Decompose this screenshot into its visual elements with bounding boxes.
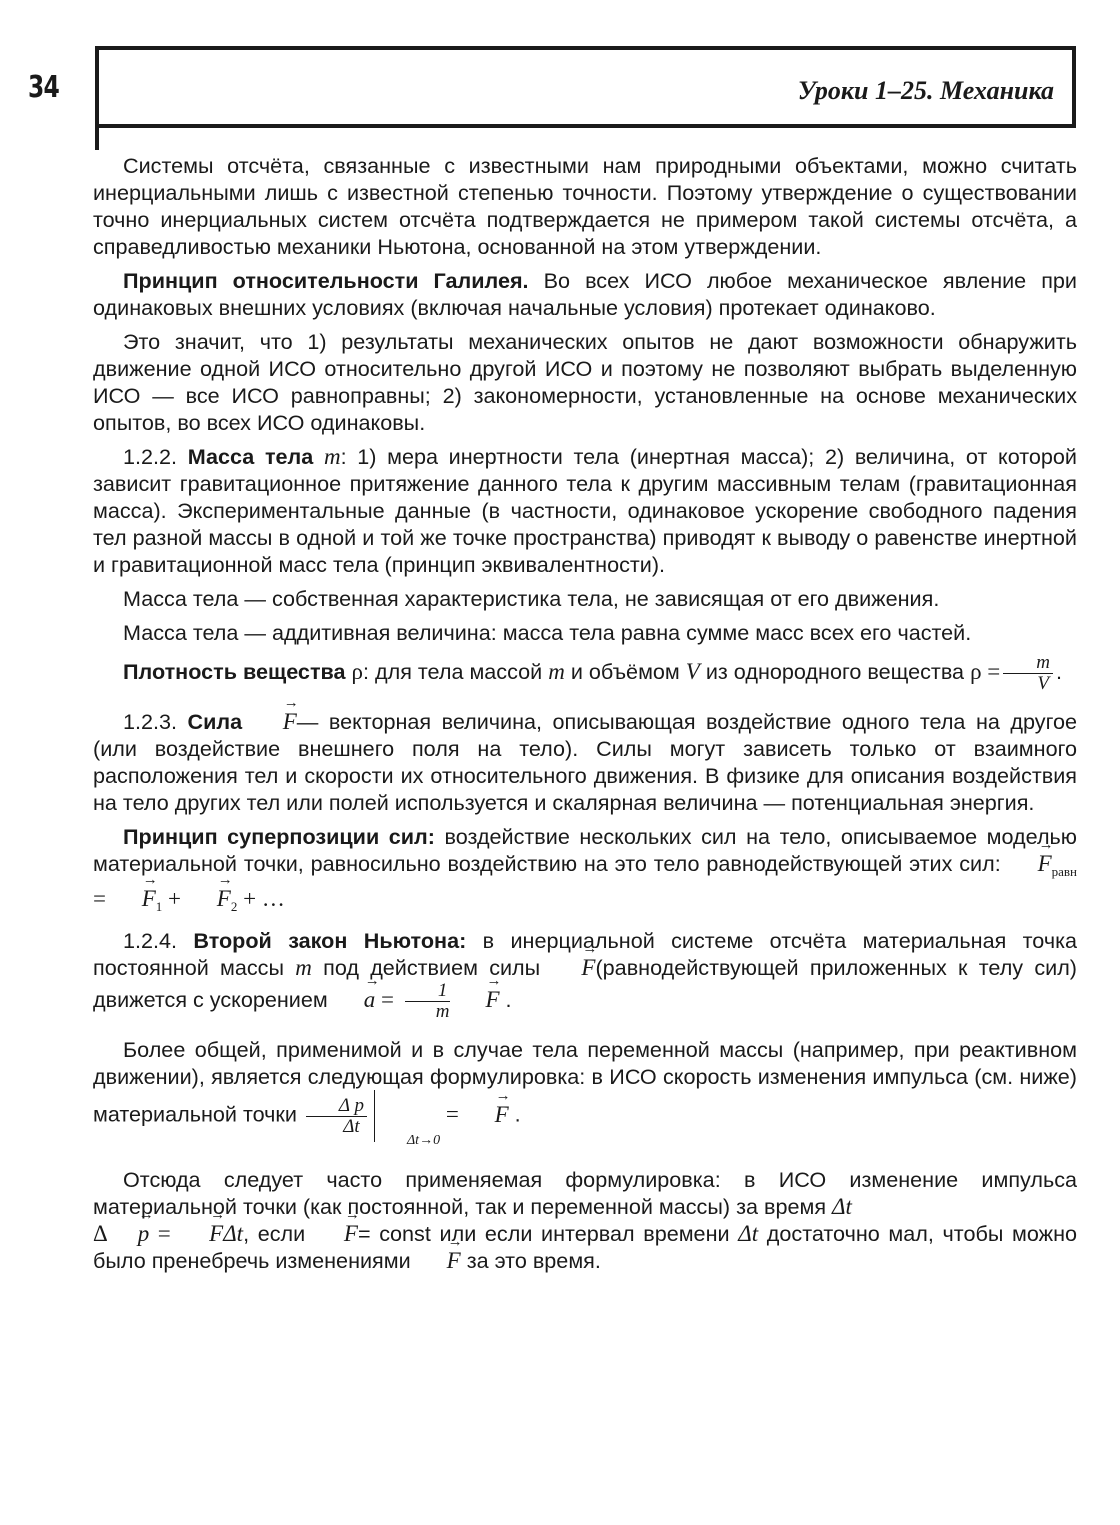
density-fraction: $\frac{m}{V}$ — [1003, 653, 1053, 694]
evaluation-bar — [372, 1090, 375, 1142]
force-vector: F → — [253, 708, 297, 735]
term-galileo: Принцип относительности Галилея. — [123, 268, 529, 293]
paragraph-density: Плотность вещества ρ: для тела массой m и объёмом V из однородного вещества ρ = $\frac{m}{V}$ . — [123, 652, 1062, 694]
running-head-frame — [95, 46, 1076, 128]
paragraph-superposition: Принцип суперпозиции сил: воздействие нескольких сил на тело, описываемое моделью материальной точки, равносильно воздействию на это тело равнодействующей этих сил: $F \to_{равн} = F \to_1 + F \to_2$ + … — [93, 823, 1077, 920]
term-density: Плотность вещества — [123, 659, 346, 685]
density-formula: ρ = — [970, 659, 1001, 685]
term-newton-second-law: Второй закон Ньютона: — [193, 928, 467, 953]
paragraph-newton-second-law: 1.2.4. Второй закон Ньютона: в инерциальной системе отсчёта материальная точка постоянной массы m под действием силы F →(равнодействующей приложенных к телу сил) движется с ускорением a → = $\frac{1}{m}$ F → . — [93, 927, 1077, 1022]
frame-tick — [95, 128, 99, 150]
paragraph-galileo-meaning: Это значит, что 1) результаты механических опытов не дают возможности обнаружить движение одной ИСО относительно другой ИСО и поэтому не позволяют выбрать выделенную ИСО — все ИСО равноправны; 2) закономерности, установленные на основе механических опытов, во всех ИСО одинаковы. — [93, 329, 1077, 435]
page-body — [93, 152, 1077, 1281]
paragraph-force: 1.2.3. Сила F →— векторная величина, описывающая воздействие одного тела на другое (или воздействие внешнего поля на тело). Силы могут зависеть только от взаимного расположения тел и скорости их относительного движения. В физике для описания воздействия на тело других тел или полей используется и скалярная величина — потенциальная энергия. — [93, 708, 1077, 816]
paragraph-inertial-frames: Системы отсчёта, связанные с известными нам природными объектами, можно считать инерциальными лишь с известной степенью точности. Поэтому утверждение о существовании точно инерциальных систем отсчёта подтверждается не примером такой системы отсчёта, а справедливостью механики Ньютона, основанной на этом утверждении. — [93, 153, 1077, 259]
paragraph-momentum-form: Более общей, применимой и в случае тела переменной массы (например, при реактивном движении), является следующая формулировка: в ИСО скорость изменения импульса (см. ниже) материальной точки $\frac{\text{Δ p}}{\Delta t}$ Δt→0 = F → . — [93, 1036, 1077, 1154]
paragraph-galileo-principle: Принцип относительности Галилея. Во всех ИСО любое механическое явление при одинаковых внешних условиях (включая начальные условия) протекает одинаково. — [93, 268, 1077, 320]
acceleration-vector: a → — [334, 986, 376, 1013]
paragraph-mass: 1.2.2. Масса тела m: 1) мера инертности тела (инертная масса); 2) величина, от которой зависит гравитационное притяжение данного тела к другим массивным телам (гравитационная масса). Экспериментальные данные (в частности, одинаковое ускорение свободного падения тел разной массы в одной и той же точке пространства) приводят к выводу о равенстве инертной и гравитационной масс тела (принцип эквивалентности). — [93, 444, 1077, 577]
newton-fraction: $\frac{1}{m}$ — [403, 981, 453, 1022]
term-superposition: Принцип суперпозиции сил: — [123, 824, 435, 849]
momentum-derivative: $\frac{\text{Δ p}}{\Delta t}$ — [306, 1096, 367, 1137]
term-mass: Масса тела — [187, 444, 314, 469]
page-number: 34 — [28, 70, 60, 105]
term-force: Сила — [187, 709, 243, 734]
paragraph-mass-property: Масса тела — собственная характеристика тела, не зависящая от его движения. — [123, 586, 940, 611]
running-head: Уроки 1–25. Механика — [797, 76, 1054, 105]
paragraph-impulse: Отсюда следует часто применяемая формулировка: в ИСО изменение импульса материальной точки (как постоянной, так и переменной массы) за время Δt Δ p → = F →Δt, если F →= const или если интервал времени Δt достаточно мал, чтобы можно было пренебречь изменениями F → за это время. — [93, 1166, 1077, 1274]
paragraph-mass-additive: Масса тела — аддитивная величина: масса тела равна сумме масс всех его частей. — [123, 620, 972, 645]
